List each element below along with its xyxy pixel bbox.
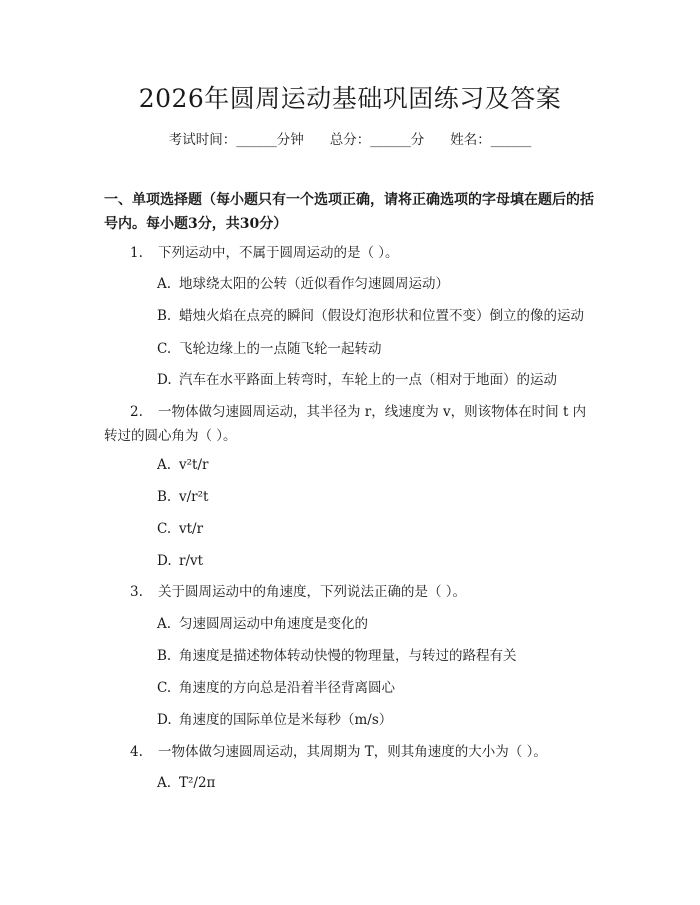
option-letter: A.	[157, 276, 172, 292]
option	[157, 519, 597, 539]
exam-meta	[0, 130, 700, 150]
option-letter: D.	[157, 553, 172, 569]
option-letter: B.	[157, 308, 172, 324]
option	[157, 339, 597, 359]
question-stem	[130, 740, 594, 764]
exam-time-label: 考试时间：______分钟	[168, 132, 304, 148]
option-text: 角速度是描述物体转动快慢的物理量，与转过的路程有关	[179, 648, 517, 664]
option	[157, 274, 597, 294]
option-text: v/r²t	[179, 489, 209, 505]
option	[157, 773, 597, 793]
option-letter: A.	[157, 457, 172, 473]
question-number: 1.	[130, 245, 143, 261]
option-text: 蜡烛火焰在点亮的瞬间（假设灯泡形状和位置不变）倒立的像的运动	[179, 308, 584, 324]
option-letter: C.	[157, 341, 172, 357]
option	[157, 710, 597, 730]
option-text: 角速度的方向总是沿着半径背离圆心	[179, 680, 395, 696]
question-text: 一物体做匀速圆周运动，其周期为 T，则其角速度的大小为（ ）。	[158, 744, 547, 760]
question-text: 一物体做匀速圆周运动，其半径为 r，线速度为 v，则该物体在时间 t 内转过的圆心角为（ ）。	[104, 404, 587, 444]
document-title: 2026年圆周运动基础巩固练习及答案	[138, 84, 562, 113]
option-text: 汽车在水平路面上转弯时，车轮上的一点（相对于地面）的运动	[179, 372, 557, 388]
option-text: 飞轮边缘上的一点随飞轮一起转动	[179, 341, 382, 357]
option-letter: B.	[157, 648, 172, 664]
option	[157, 370, 597, 390]
option-text: v²t/r	[179, 457, 209, 473]
question-text: 关于圆周运动中的角速度，下列说法正确的是（ ）。	[158, 584, 467, 600]
option-text: r/vt	[179, 553, 204, 569]
option-letter: A.	[157, 775, 172, 791]
option-letter: C.	[157, 680, 172, 696]
question-number: 3.	[130, 584, 143, 600]
question-text: 下列运动中，不属于圆周运动的是（ ）。	[158, 245, 399, 261]
option-letter: D.	[157, 372, 172, 388]
option-text: 地球绕太阳的公转（近似看作匀速圆周运动）	[179, 276, 449, 292]
option	[157, 614, 597, 634]
option	[157, 455, 597, 475]
question-number: 2.	[130, 404, 143, 420]
option-text: 匀速圆周运动中角速度是变化的	[179, 616, 368, 632]
option-text: 角速度的国际单位是米每秒（m/s）	[179, 712, 393, 728]
question-stem	[130, 580, 594, 604]
question-stem	[104, 400, 594, 448]
total-score-label: 总分：______分	[329, 132, 425, 148]
option	[157, 487, 597, 507]
question-number: 4.	[130, 744, 143, 760]
option	[157, 551, 597, 571]
option-letter: D.	[157, 712, 172, 728]
option-letter: A.	[157, 616, 172, 632]
option-letter: C.	[157, 521, 172, 537]
option	[157, 678, 597, 698]
option-text: vt/r	[179, 521, 204, 537]
section-heading: 一、单项选择题（每小题只有一个选项正确，请将正确选项的字母填在题后的括号内。每小题3分，共30分）	[104, 192, 594, 232]
option-letter: B.	[157, 489, 172, 505]
option-text: T²/2π	[179, 775, 216, 791]
option	[157, 306, 597, 326]
student-name-label: 姓名：______	[450, 132, 532, 148]
option	[157, 646, 597, 666]
question-stem	[130, 241, 594, 265]
